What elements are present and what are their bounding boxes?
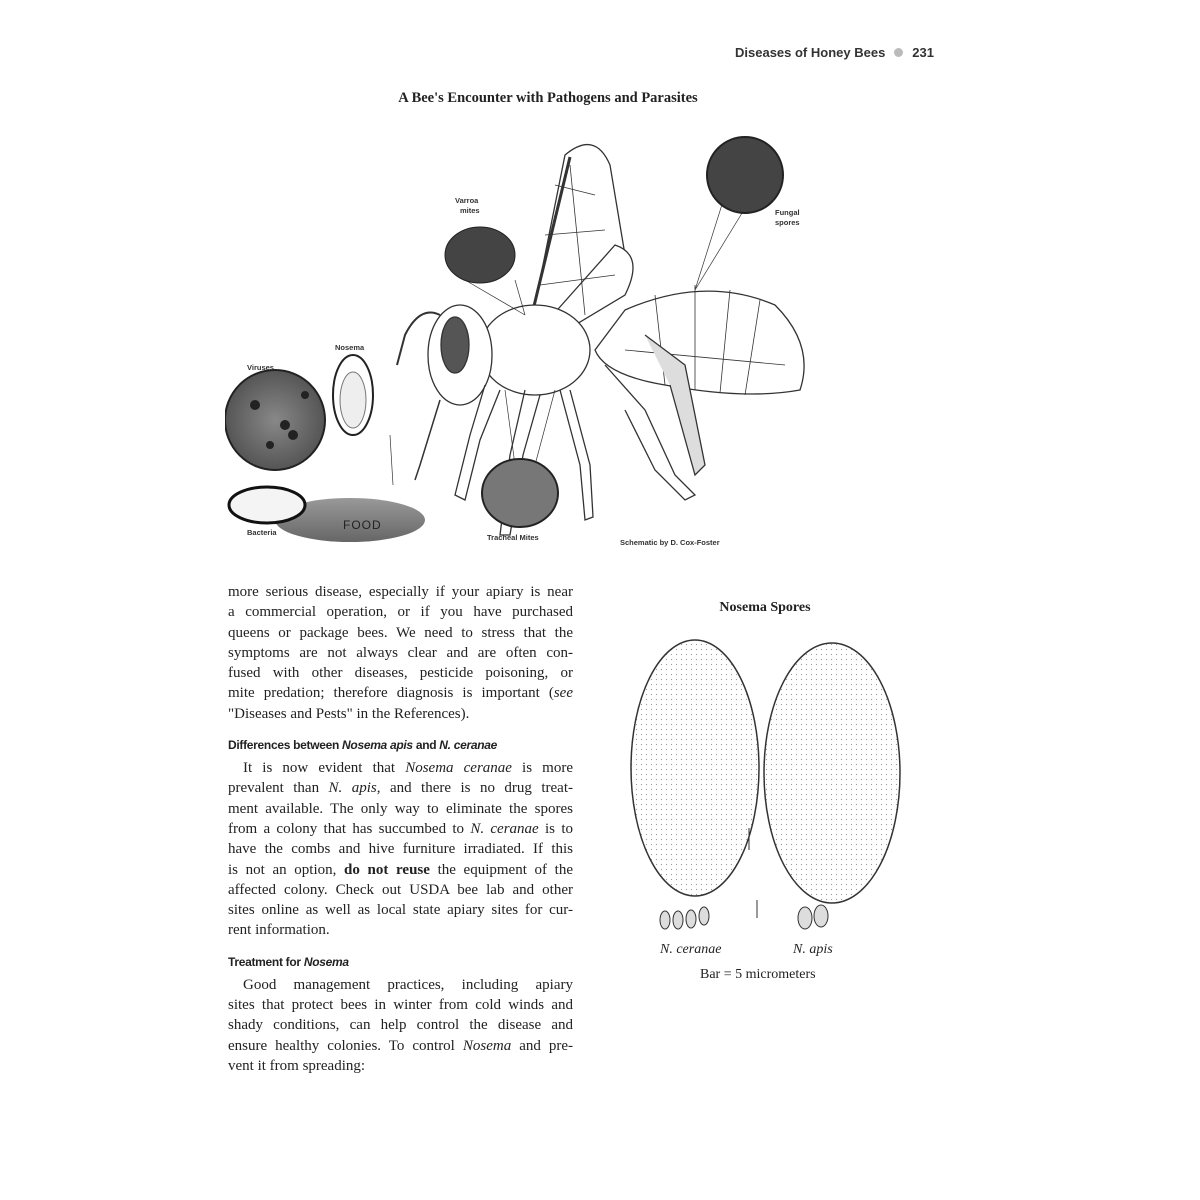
italic-text: N. ceranae	[439, 738, 498, 753]
body-column	[228, 582, 573, 1076]
text-run: have the combs and hive furniture irradiated. If this	[228, 841, 573, 858]
text-run: symptoms are not always clear and are often con-	[228, 644, 573, 661]
paragraph	[228, 758, 573, 941]
figure-title: A Bee's Encounter with Pathogens and Parasites	[398, 90, 698, 106]
page-number: 231	[912, 45, 934, 60]
italic-text: Nosema	[462, 1037, 512, 1054]
text-line	[228, 839, 573, 859]
text-run: Good management practices, including apiary	[243, 976, 573, 993]
paragraph	[228, 975, 573, 1076]
label-varroa-2: mites	[460, 206, 480, 215]
text-run: sites online as well as local state apiary sites for cur-	[228, 902, 573, 919]
text-line	[228, 683, 573, 703]
text-line	[228, 880, 573, 900]
text-run: the equipment of the	[429, 861, 574, 878]
text-line	[228, 900, 573, 920]
label-n-ceranae: N. ceranae	[660, 942, 722, 957]
text-run: prevalent than	[228, 780, 329, 797]
paragraph	[228, 582, 573, 724]
section-title: Diseases of Honey Bees	[735, 45, 886, 60]
text-run: shady conditions, can help control the disease and	[228, 1017, 573, 1034]
text-run: is to	[538, 820, 573, 837]
text-line	[228, 663, 573, 683]
text-run: Differences between	[228, 738, 343, 753]
text-run: "Diseases and Pests" in the References).	[228, 705, 470, 722]
text-run: Treatment for	[228, 954, 304, 969]
text-line	[228, 1036, 573, 1056]
bee-illustration	[225, 135, 815, 555]
text-line	[228, 799, 573, 819]
running-head	[735, 45, 934, 60]
label-bacteria: Bacteria	[247, 528, 277, 537]
text-line	[228, 758, 573, 778]
text-line	[228, 704, 573, 724]
text-run: , and there is no drug treat-	[376, 780, 573, 797]
section-heading	[228, 735, 573, 755]
text-run: and pre-	[511, 1037, 573, 1054]
label-viruses: Viruses	[247, 363, 274, 372]
text-run: sites that protect bees in winter from cold winds and	[228, 997, 573, 1014]
text-run: affected colony. Check out USDA bee lab and other	[228, 881, 573, 898]
italic-text: Nosema	[303, 954, 349, 969]
text-run: is more	[511, 760, 573, 777]
text-run: rent information.	[228, 922, 330, 939]
text-run: ensure healthy colonies. To control	[228, 1037, 463, 1054]
text-line	[228, 975, 573, 995]
bold-text: do not reuse	[344, 861, 430, 878]
italic-text: N. ceranae	[470, 820, 539, 837]
italic-text: Nosema ceranae	[405, 760, 512, 777]
nosema-spores-illustration	[620, 628, 920, 938]
label-varroa: Varroa	[455, 196, 479, 205]
italic-text: Nosema apis	[342, 738, 413, 753]
figure-credit: Schematic by D. Cox-Foster	[620, 538, 720, 547]
text-line	[228, 860, 573, 880]
italic-text: see	[553, 685, 573, 702]
text-run: vent it from spreading:	[228, 1057, 366, 1074]
label-fungal: Fungal	[775, 208, 800, 217]
text-line	[228, 819, 573, 839]
text-line	[228, 1015, 573, 1035]
text-line	[228, 1056, 573, 1076]
text-line	[228, 920, 573, 940]
text-line	[228, 643, 573, 663]
spores-figure-title: Nosema Spores	[719, 600, 811, 615]
text-line	[228, 582, 573, 602]
section-heading	[228, 952, 573, 972]
text-run: a commercial operation, or if you have purchased	[228, 604, 573, 621]
label-n-apis: N. apis	[793, 942, 833, 957]
label-food: FOOD	[343, 518, 382, 532]
label-tracheal: Tracheal Mites	[487, 533, 539, 542]
text-run: and	[412, 738, 440, 753]
text-run: fused with other diseases, pesticide poisoning, or	[228, 665, 573, 682]
text-line	[228, 602, 573, 622]
bullet-icon	[894, 48, 903, 57]
label-fungal-2: spores	[775, 218, 800, 227]
label-nosema: Nosema	[335, 343, 365, 352]
text-line	[228, 623, 573, 643]
text-run: more serious disease, especially if your apiary is near	[228, 584, 573, 600]
text-run: is not an option,	[228, 861, 345, 878]
scale-bar-caption: Bar = 5 micrometers	[700, 967, 816, 982]
text-run: ment available. The only way to eliminate the spores	[228, 800, 573, 817]
text-run: It is now evident that	[243, 760, 406, 777]
text-line	[228, 995, 573, 1015]
text-run: mite predation; therefore diagnosis is important (	[228, 685, 554, 702]
text-run: from a colony that has succumbed to	[228, 820, 471, 837]
text-line	[228, 778, 573, 798]
italic-text: N. apis	[328, 780, 377, 797]
text-run: queens or package bees. We need to stress that the	[228, 624, 573, 641]
